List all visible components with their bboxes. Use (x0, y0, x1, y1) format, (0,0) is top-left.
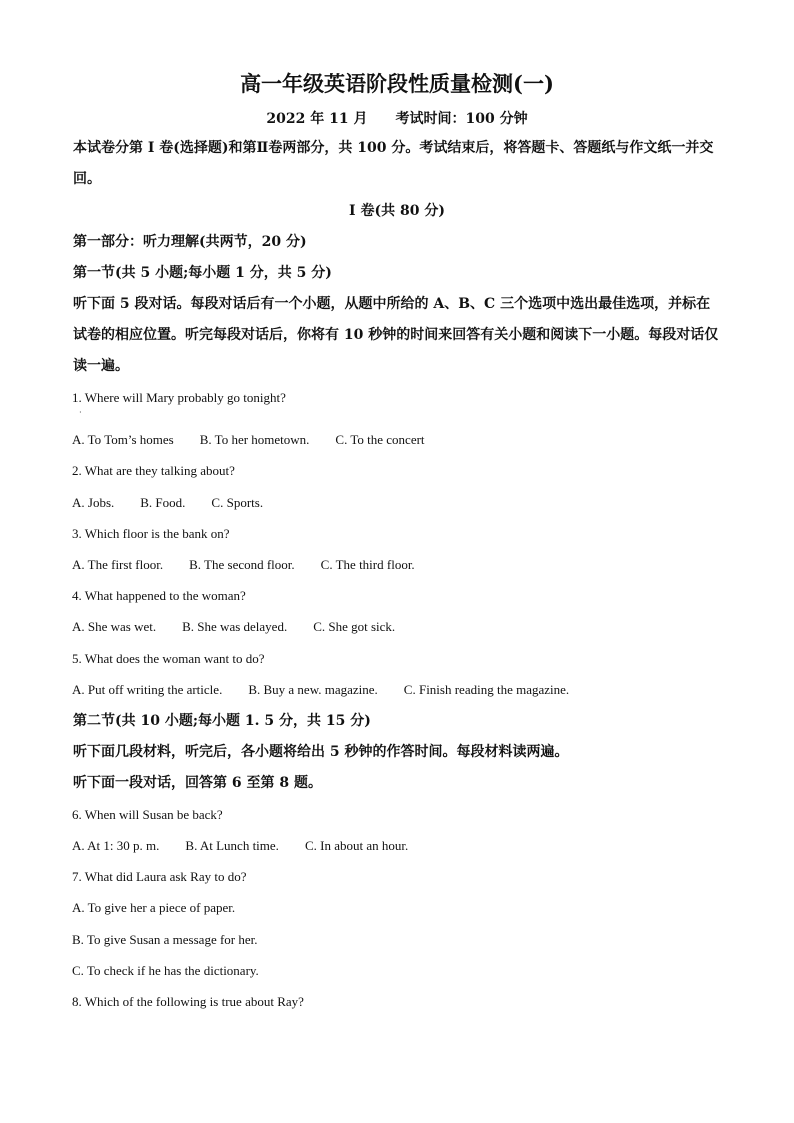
exam-instructions: 本试卷分第 I 卷(选择题)和第Ⅱ卷两部分，共 100 分。考试结束后，将答题卡、答题纸与作文纸一并交回。 (73, 140, 714, 187)
question-stem: 5. What does the woman want to do? (72, 651, 265, 666)
option-a: A. She was wet. (72, 619, 157, 634)
option-c: C. The third floor. (320, 557, 415, 572)
option-b: B. To her hometown. (199, 432, 310, 447)
question-options (72, 432, 451, 448)
question-stem: 4. What happened to the woman? (72, 588, 246, 603)
option-a: A. To Tom’s homes (72, 432, 174, 447)
question-stem: 1. Where will Mary probably go tonight? (72, 390, 286, 405)
section2-sub-directions: 听下面一段对话，回答第 6 至第 8 题。 (73, 775, 322, 791)
option-c: C. In about an hour. (304, 838, 409, 853)
option-a: A. Jobs. (72, 495, 115, 510)
question-stem: 8. Which of the following is true about Ray? (72, 994, 304, 1009)
option-b: B. The second floor. (189, 557, 295, 572)
volume-heading: I 卷(共 80 分) (349, 203, 445, 219)
option-b: B. She was delayed. (182, 619, 288, 634)
option-a: A. Put off writing the article. (72, 682, 223, 697)
option-b: B. To give Susan a message for her. (72, 932, 258, 947)
option-b: B. Food. (140, 495, 186, 510)
part-heading: 第一部分：听力理解(共两节，20 分) (73, 234, 307, 250)
section1-directions: 听下面 5 段对话。每段对话后有一个小题，从题中所给的 A、B、C 三个选项中选出最佳选项，并标在试卷的相应位置。听完每段对话后，你将有 10 秒钟的时间来回答有关小题和阅读下一小题。每段对话仅读一遍。 (73, 296, 719, 374)
question-options (72, 838, 434, 854)
option-c: C. To the concert (335, 432, 425, 447)
option-b: B. At Lunch time. (185, 838, 279, 853)
option-c: C. Sports. (211, 495, 264, 510)
option-c: C. She got sick. (313, 619, 396, 634)
question-stem: 3. Which floor is the bank on? (72, 526, 230, 541)
section1-heading: 第一节(共 5 小题;每小题 1 分，共 5 分) (73, 265, 332, 281)
section2-directions: 听下面几段材料，听完后，各小题将给出 5 秒钟的作答时间。每段材料读两遍。 (73, 744, 569, 760)
option-b: B. Buy a new. magazine. (248, 682, 378, 697)
question-stem: 2. What are they talking about? (72, 463, 235, 478)
question-options (72, 557, 441, 573)
exam-duration: 考试时间：100 分钟 (395, 111, 528, 127)
section2-heading: 第二节(共 10 小题;每小题 1. 5 分，共 15 分) (73, 713, 371, 729)
question-stem: 7. What did Laura ask Ray to do? (72, 869, 247, 884)
question-options (72, 495, 289, 511)
exam-date: 2022 年 11 月 (266, 111, 368, 127)
option-c: C. To check if he has the dictionary. (72, 963, 259, 978)
exam-title: 高一年级英语阶段性质量检测(一) (240, 71, 554, 96)
option-c: C. Finish reading the magazine. (403, 682, 570, 697)
option-a: A. The first floor. (72, 557, 164, 572)
question-options (72, 682, 595, 698)
option-a: A. To give her a piece of paper. (72, 900, 236, 915)
question-stem: 6. When will Susan be back? (72, 807, 223, 822)
exam-subtitle (0, 108, 794, 128)
question-options (72, 619, 421, 635)
option-a: A. At 1: 30 p. m. (72, 838, 160, 853)
stray-mark: · (79, 408, 82, 417)
